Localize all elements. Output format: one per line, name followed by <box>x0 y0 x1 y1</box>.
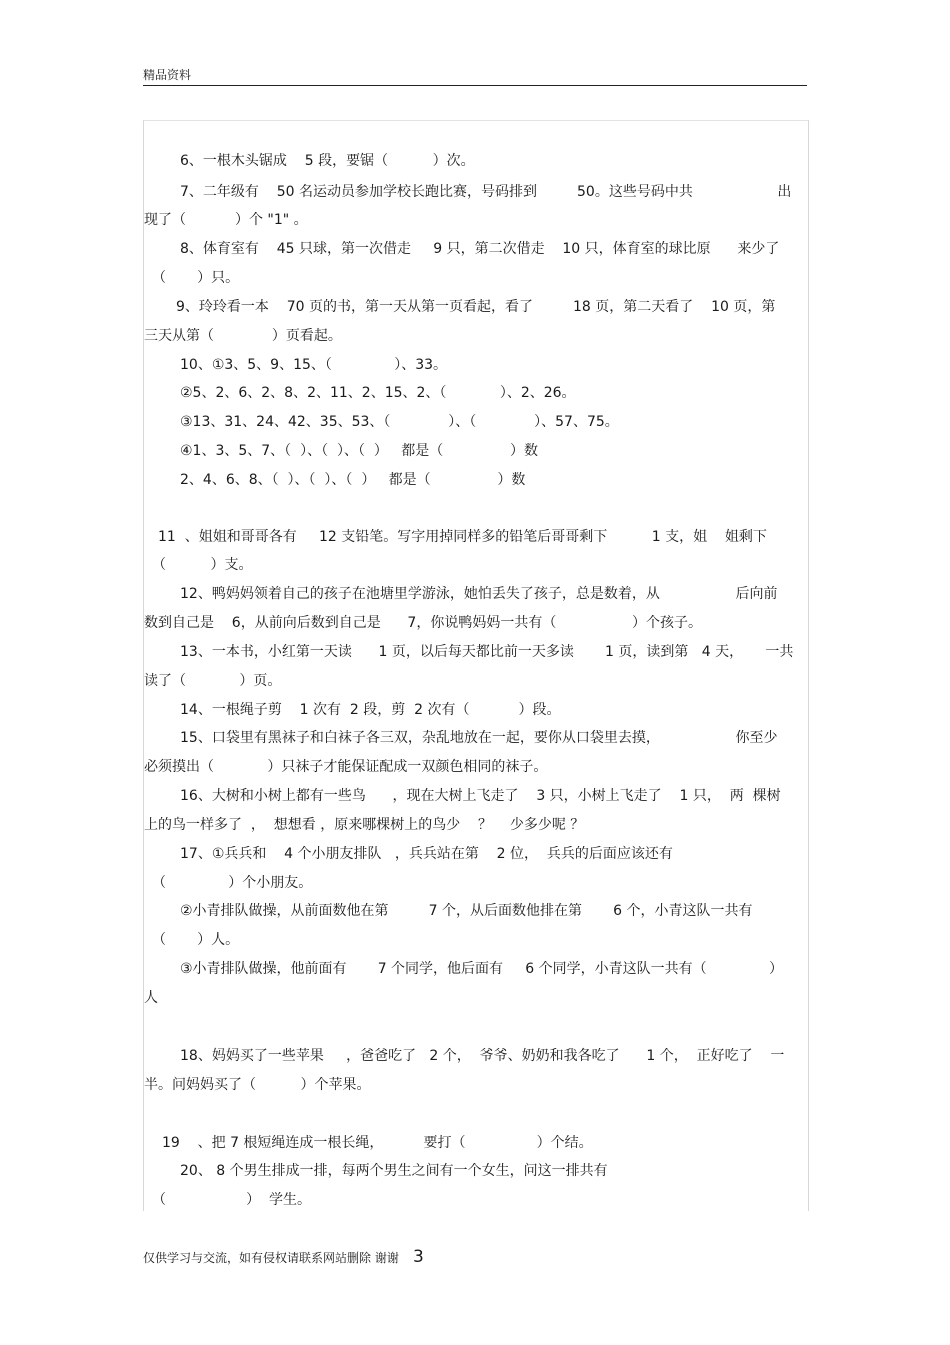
text-line: 19 、把 7 根短绳连成一根长绳， 要打（ ）个结。 <box>162 1135 593 1151</box>
text-line: 13、一本书，小红第一天读 1 页，以后每天都比前一天多读 1 页，读到第 4 天， 一共 <box>180 644 794 660</box>
footer-note: 仅供学习与交流，如有侵权请联系网站删除 谢谢 <box>143 1251 399 1265</box>
text-line: （ ）个小朋友。 <box>152 875 313 891</box>
text-line: （ ）支。 <box>152 557 253 573</box>
text-line: ③小青排队做操，他前面有 7 个同学，他后面有 6 个同学，小青这队一共有（ ） <box>180 961 783 977</box>
text-line: 人 <box>144 990 158 1006</box>
text-line: 数到自己是 6，从前向后数到自己是 7，你说鸭妈妈一共有（ ）个孩子。 <box>144 615 702 631</box>
text-line: 17、①兵兵和 4 个小朋友排队 ，兵兵站在第 2 位， 兵兵的后面应该还有 <box>180 846 673 862</box>
page-number: 3 <box>413 1247 424 1267</box>
text-line: 12、鸭妈妈领着自己的孩子在池塘里学游泳，她怕丢失了孩子，总是数着，从 后向前 <box>180 586 778 602</box>
text-line: 11 、姐姐和哥哥各有 12 支铅笔。写字用掉同样多的铅笔后哥哥剩下 1 支，姐 姐剩下 <box>158 529 767 545</box>
text-line: 15、口袋里有黑袜子和白袜子各三双，杂乱地放在一起，要你从口袋里去摸， 你至少 <box>180 730 778 746</box>
text-line: 14、一根绳子剪 1 次有 2 段，剪 2 次有（ ）段。 <box>180 702 561 718</box>
text-line: 上的鸟一样多了 ， 想想看 ，原来哪棵树上的鸟少 ？ 少多少呢 ？ <box>144 817 585 833</box>
text-line: 10、①3、5、9、15、（ ）、33。 <box>180 357 448 373</box>
text-line: 2、4、6、8、（ ）、（ ）、（ ） 都是（ ）数 <box>180 472 526 488</box>
text-line: 三天从第（ ）页看起。 <box>144 328 342 344</box>
header-title: 精品资料 <box>143 68 192 82</box>
text-line: 现了（ ）个 "1" 。 <box>144 212 308 228</box>
page-header <box>143 66 807 86</box>
text-line: 20、 8 个男生排成一排，每两个男生之间有一个女生，问这一排共有 <box>180 1163 608 1179</box>
text-line: 9、玲玲看一本 70 页的书，第一天从第一页看起，看了 18 页，第二天看了 10 页，第 <box>176 299 776 315</box>
text-line: 6、一根木头锯成 5 段，要锯（ ）次。 <box>180 153 475 169</box>
text-line: 必须摸出（ ）只袜子才能保证配成一双颜色相同的袜子。 <box>144 759 548 775</box>
text-line: 16、大树和小树上都有一些鸟 ，现在大树上飞走了 3 只，小树上飞走了 1 只， 两 棵树 <box>180 788 781 804</box>
text-line: （ ）只。 <box>152 270 240 286</box>
text-line: ②小青排队做操，从前面数他在第 7 个，从后面数他排在第 6 个，小青这队一共有 <box>180 903 753 919</box>
text-line: ②5、2、6、2、8、2、11、2、15、2、（ ）、2、26。 <box>180 385 576 401</box>
text-line: ④1、3、5、7、（ ）、（ ）、（ ） 都是（ ）数 <box>180 443 538 459</box>
document-body <box>143 120 809 1211</box>
text-line: 8、体育室有 45 只球，第一次借走 9 只，第二次借走 10 只，体育室的球比原 来少了 <box>180 241 780 257</box>
text-line: （ ） 学生。 <box>152 1192 312 1208</box>
text-line: （ ）人。 <box>152 932 240 948</box>
text-line: 18、妈妈买了一些苹果 ，爸爸吃了 2 个， 爷爷、奶奶和我各吃了 1 个， 正好吃了 一 <box>180 1048 785 1064</box>
text-line: ③13、31、24、42、35、53、（ ）、（ ）、57、75。 <box>180 414 619 430</box>
text-line: 半。问妈妈买了（ ）个苹果。 <box>144 1077 371 1093</box>
text-line: 读了（ ）页。 <box>144 673 282 689</box>
text-line: 7、二年级有 50 名运动员参加学校长跑比赛，号码排到 50。这些号码中共 出 <box>180 184 792 200</box>
